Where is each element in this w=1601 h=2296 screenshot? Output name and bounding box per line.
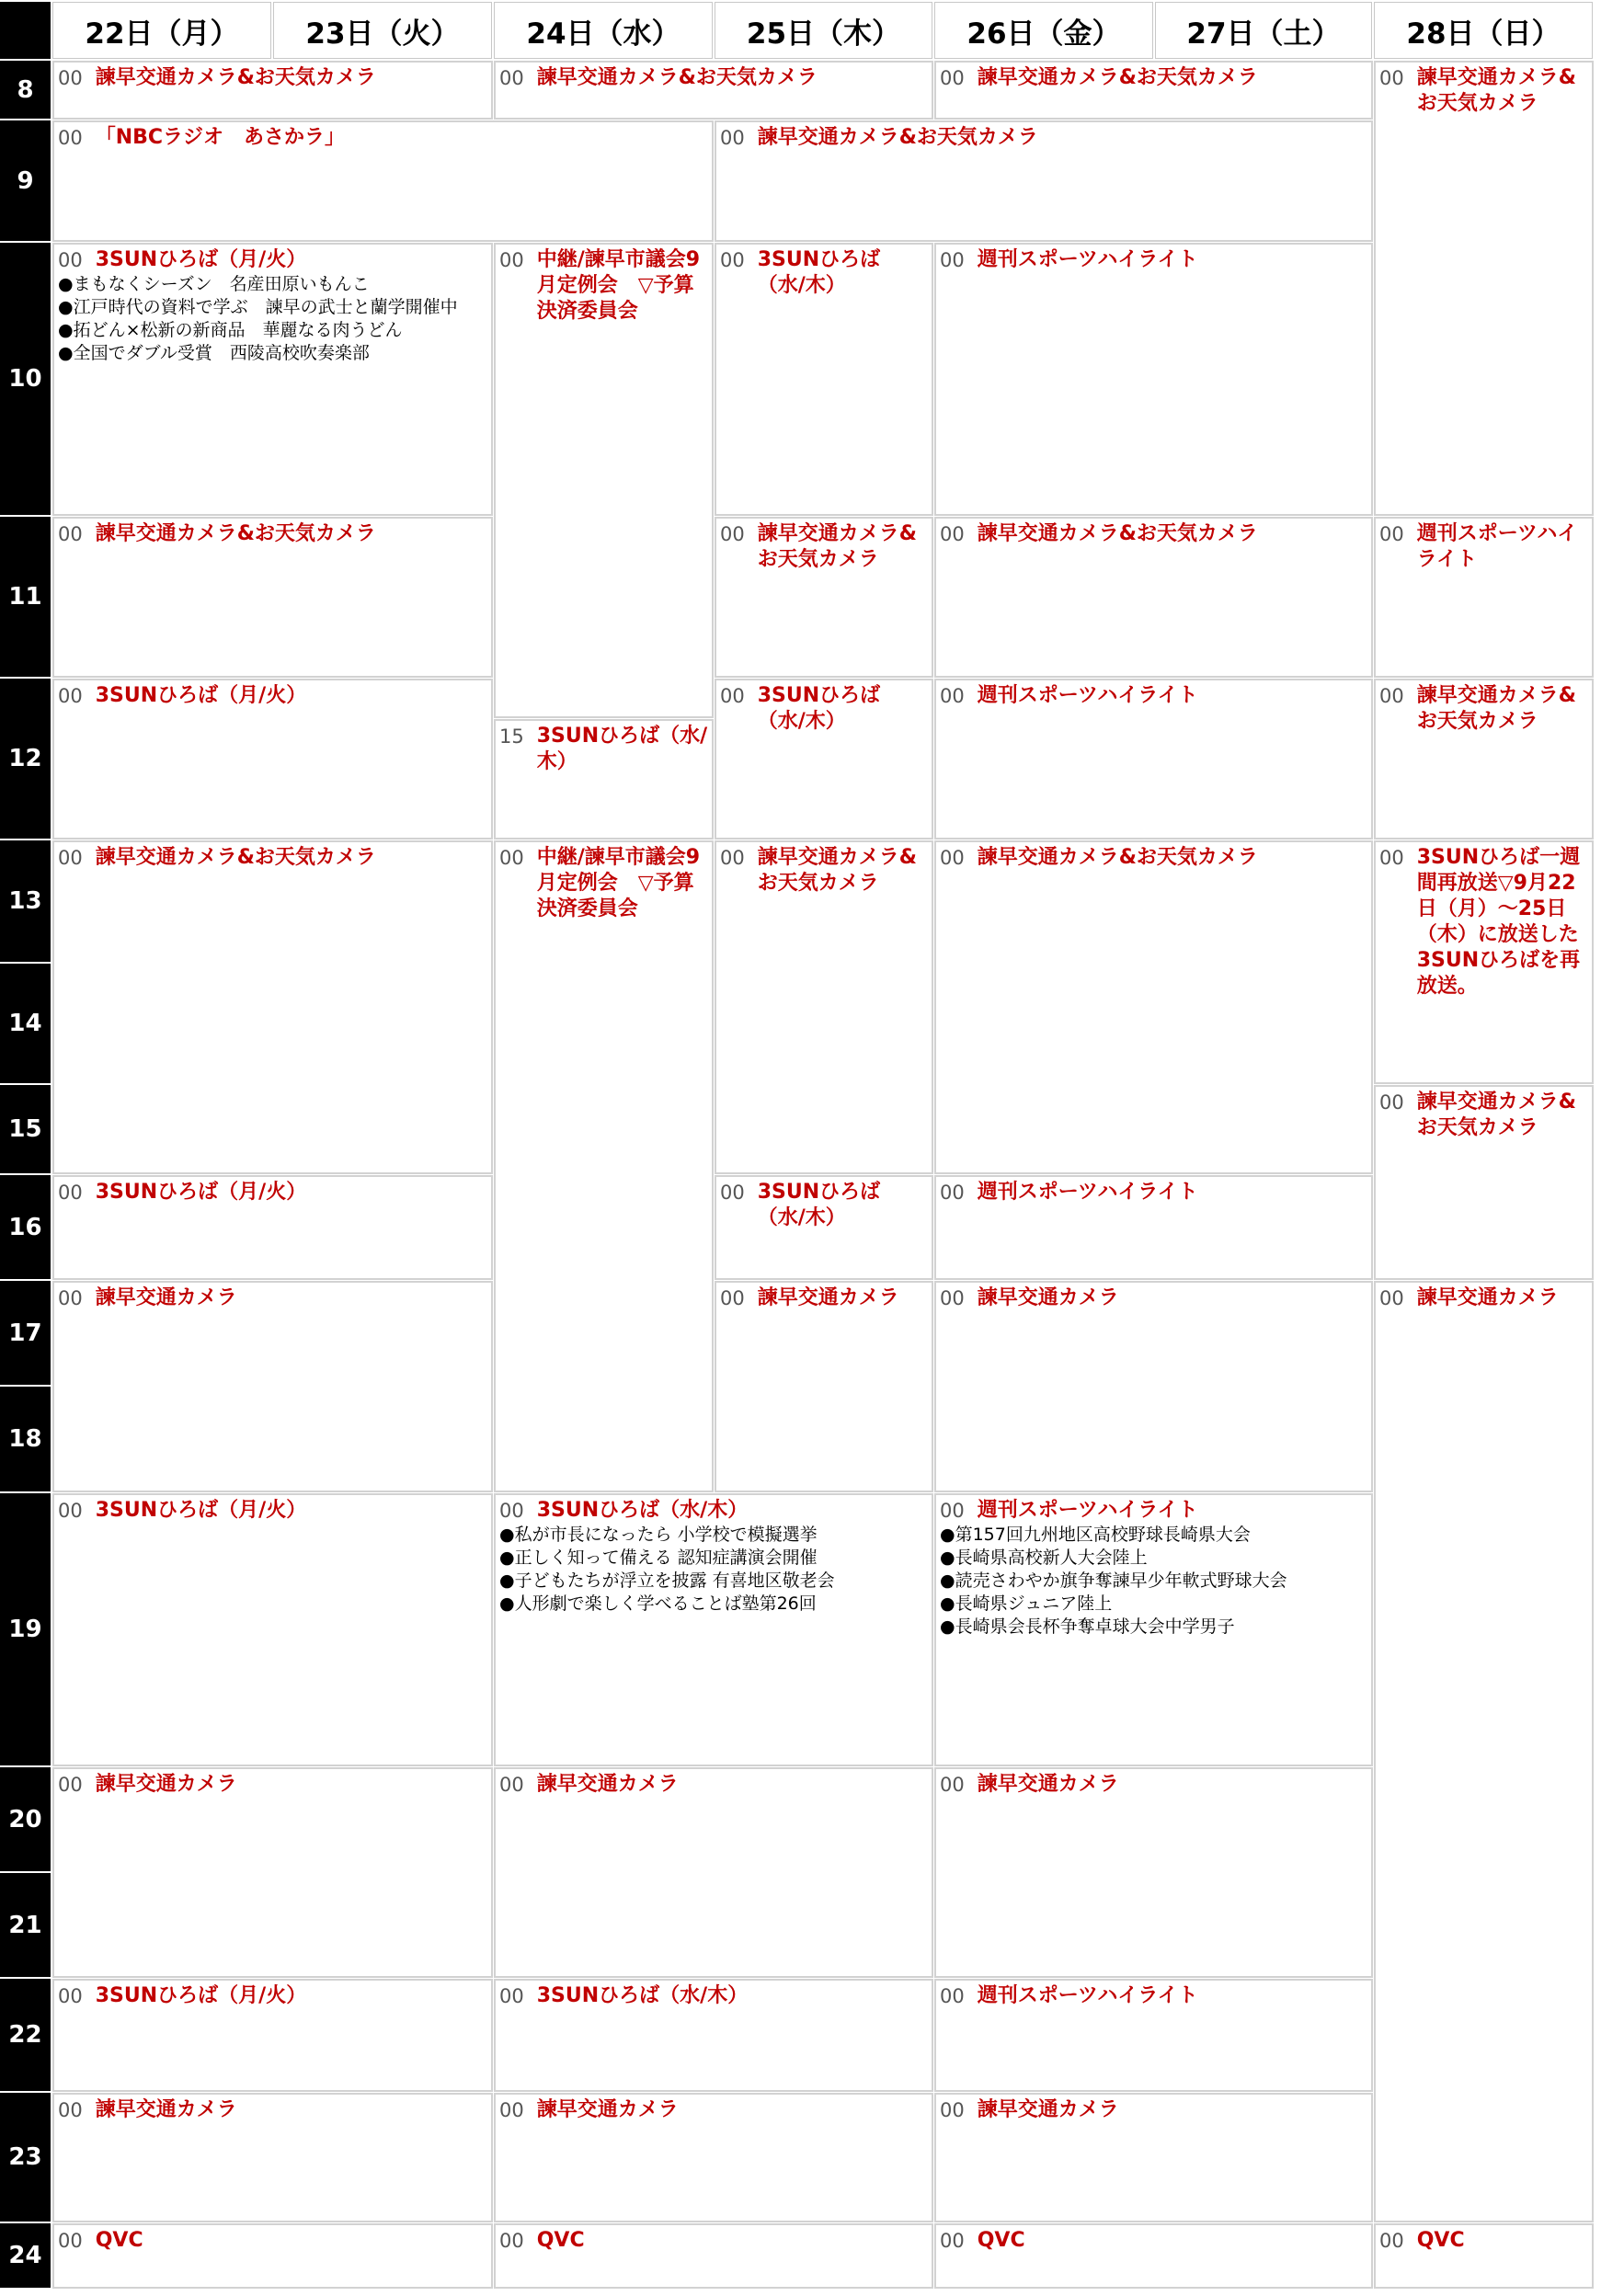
day-header[interactable]: 25日（木）	[715, 2, 932, 59]
program-line	[720, 1285, 928, 1311]
program-title[interactable]: 3SUNひろば（水/木）	[757, 248, 881, 297]
program-cell[interactable]	[52, 1979, 493, 2092]
start-minute: 00	[720, 685, 745, 707]
start-minute: 00	[940, 2230, 965, 2252]
hour-label: 8	[0, 61, 51, 119]
program-line	[940, 2097, 1367, 2123]
program-line	[940, 1285, 1367, 1311]
program-line	[1379, 845, 1588, 1000]
program-cell[interactable]	[934, 1767, 1373, 1978]
program-cell[interactable]	[715, 517, 933, 678]
start-minute: 00	[499, 847, 524, 869]
program-cell[interactable]	[52, 61, 493, 120]
program-item: ●人形劇で楽しく学べることば塾第26回	[499, 1593, 817, 1614]
program-line	[58, 2228, 487, 2254]
start-minute: 00	[58, 67, 83, 89]
program-title[interactable]: 3SUNひろば（月/火）	[95, 1181, 307, 1204]
program-line	[499, 1772, 928, 1798]
program-cell[interactable]	[934, 1175, 1373, 1280]
hour-label: 19	[0, 1493, 51, 1765]
program-line	[499, 1498, 928, 1524]
program-line	[58, 65, 487, 91]
program-cell[interactable]	[1374, 1085, 1594, 1280]
program-title[interactable]: 諫早交通カメラ&お天気カメラ	[1416, 66, 1576, 115]
program-cell[interactable]	[494, 2223, 933, 2289]
program-line	[1379, 683, 1588, 735]
program-title[interactable]: 3SUNひろば（水/木）	[536, 1984, 749, 2007]
program-title[interactable]: 「NBCラジオ あさかラ」	[95, 126, 346, 149]
program-title[interactable]: 3SUNひろば一週間再放送▽9月22日（月）～25日（木）に放送した3SUNひろばを再放送。	[1416, 846, 1581, 998]
start-minute: 00	[1379, 2230, 1404, 2252]
program-cell[interactable]	[1374, 840, 1594, 1084]
start-minute: 00	[499, 249, 524, 271]
program-line	[940, 247, 1367, 273]
program-title[interactable]: 3SUNひろば（水/木）	[757, 684, 881, 733]
start-minute: 00	[499, 1500, 524, 1522]
program-cell[interactable]	[52, 1767, 493, 1978]
start-minute: 00	[58, 2230, 83, 2252]
program-title[interactable]: 諫早交通カメラ&お天気カメラ	[757, 846, 917, 895]
program-line	[58, 247, 487, 273]
program-line	[499, 845, 708, 922]
start-minute: 00	[1379, 847, 1404, 869]
program-cell[interactable]	[715, 1175, 933, 1280]
program-line	[499, 2097, 928, 2123]
hour-label: 22	[0, 1979, 51, 2091]
program-line	[58, 1772, 487, 1798]
program-title[interactable]: 諫早交通カメラ&お天気カメラ	[977, 522, 1258, 545]
program-line	[58, 2097, 487, 2123]
start-minute: 00	[58, 523, 83, 545]
start-minute: 00	[1379, 523, 1404, 545]
corner-cell	[0, 2, 51, 59]
program-title[interactable]: 諫早交通カメラ	[977, 1773, 1119, 1796]
program-line	[940, 521, 1367, 547]
program-line	[720, 247, 928, 299]
hour-label: 12	[0, 679, 51, 839]
program-title[interactable]: 諫早交通カメラ&お天気カメラ	[757, 126, 1038, 149]
program-title[interactable]: 3SUNひろば（月/火）	[95, 1984, 307, 2007]
program-title[interactable]: 中継/諫早市議会9月定例会 ▽予算決済委員会	[536, 846, 701, 920]
program-title[interactable]: 週刊スポーツハイライト	[977, 248, 1198, 271]
program-line	[58, 125, 708, 151]
hour-label: 23	[0, 2093, 51, 2222]
program-title[interactable]: 諫早交通カメラ&お天気カメラ	[95, 66, 376, 89]
program-cell[interactable]	[715, 679, 933, 840]
program-items	[940, 1524, 1367, 1639]
start-minute: 00	[499, 2230, 524, 2252]
program-cell[interactable]	[52, 840, 493, 1174]
start-minute: 00	[58, 847, 83, 869]
program-cell[interactable]	[494, 2093, 933, 2222]
program-title[interactable]: 週刊スポーツハイライト	[977, 684, 1198, 707]
program-items	[58, 273, 487, 365]
start-minute: 00	[940, 1287, 965, 1309]
hour-label: 15	[0, 1085, 51, 1173]
program-line	[1379, 521, 1588, 573]
hour-label: 9	[0, 120, 51, 241]
program-title[interactable]: 3SUNひろば（水/木）	[536, 1499, 749, 1522]
program-cell[interactable]	[1374, 517, 1594, 678]
program-cell[interactable]	[934, 61, 1373, 120]
hour-label: 11	[0, 517, 51, 677]
day-header[interactable]: 22日（月）	[52, 2, 271, 59]
program-cell[interactable]	[1374, 61, 1594, 516]
program-line	[940, 2228, 1367, 2254]
program-title[interactable]: 諫早交通カメラ&お天気カメラ	[1416, 1091, 1576, 1139]
program-cell[interactable]	[52, 1175, 493, 1280]
program-cell[interactable]	[52, 2223, 493, 2289]
program-item: ●読売さわやか旗争奪諫早少年軟式野球大会	[940, 1571, 1287, 1591]
program-item: ●全国でダブル受賞 西陵高校吹奏楽部	[58, 343, 370, 363]
program-title[interactable]: 中継/諫早市議会9月定例会 ▽予算決済委員会	[536, 248, 701, 323]
program-line	[1379, 1285, 1588, 1311]
start-minute: 00	[940, 1500, 965, 1522]
start-minute: 00	[940, 67, 965, 89]
hour-label: 16	[0, 1175, 51, 1279]
start-minute: 00	[58, 1774, 83, 1796]
program-title[interactable]: 週刊スポーツハイライト	[1416, 522, 1578, 571]
start-minute: 00	[940, 2099, 965, 2121]
program-title[interactable]: 諫早交通カメラ	[95, 1773, 237, 1796]
program-cell[interactable]	[934, 1281, 1373, 1492]
program-title[interactable]: 諫早交通カメラ&お天気カメラ	[1416, 684, 1576, 733]
start-minute: 00	[499, 1774, 524, 1796]
program-cell[interactable]	[715, 840, 933, 1174]
hour-label: 24	[0, 2223, 51, 2288]
program-cell[interactable]	[934, 1493, 1373, 1766]
program-title[interactable]: 3SUNひろば（月/火）	[95, 684, 307, 707]
start-minute: 00	[940, 249, 965, 271]
start-minute: 00	[720, 1182, 745, 1204]
program-cell[interactable]	[494, 1493, 933, 1766]
program-item: ●私が市長になったら 小学校で模擬選挙	[499, 1525, 818, 1545]
day-header[interactable]: 23日（火）	[273, 2, 492, 59]
start-minute: 00	[720, 523, 745, 545]
start-minute: 00	[940, 1985, 965, 2007]
program-cell[interactable]	[934, 2093, 1373, 2222]
start-minute: 00	[720, 847, 745, 869]
day-header[interactable]: 28日（日）	[1374, 2, 1593, 59]
program-line	[720, 521, 928, 573]
program-line	[720, 125, 1367, 151]
program-cell[interactable]	[494, 1767, 933, 1978]
program-title[interactable]: 諫早交通カメラ	[536, 2098, 679, 2121]
program-line	[940, 1498, 1367, 1524]
program-line	[58, 1983, 487, 2009]
program-title[interactable]: 3SUNひろば（水/木）	[536, 725, 708, 773]
start-minute: 00	[58, 1287, 83, 1309]
program-cell[interactable]	[52, 1281, 493, 1492]
program-item: ●第157回九州地区高校野球長崎県大会	[940, 1525, 1251, 1545]
start-minute: 00	[940, 847, 965, 869]
program-items	[499, 1524, 928, 1616]
start-minute: 00	[58, 1985, 83, 2007]
start-minute: 00	[720, 1287, 745, 1309]
program-cell[interactable]	[494, 243, 714, 718]
program-title[interactable]: QVC	[1416, 2229, 1465, 2252]
start-minute: 00	[940, 1774, 965, 1796]
program-line	[1379, 2228, 1588, 2254]
program-cell[interactable]	[934, 2223, 1373, 2289]
start-minute: 00	[499, 67, 524, 89]
program-cell[interactable]	[1374, 2223, 1594, 2289]
program-title[interactable]: 諫早交通カメラ	[757, 1286, 899, 1309]
start-minute: 00	[720, 127, 745, 149]
hour-label: 20	[0, 1767, 51, 1871]
start-minute: 00	[940, 523, 965, 545]
start-minute: 15	[499, 725, 524, 748]
start-minute: 00	[499, 2099, 524, 2121]
program-line	[499, 247, 708, 325]
program-title[interactable]: 諫早交通カメラ&お天気カメラ	[536, 66, 818, 89]
program-title[interactable]: 諫早交通カメラ&お天気カメラ	[95, 846, 376, 869]
start-minute: 00	[940, 1182, 965, 1204]
program-cell[interactable]	[52, 679, 493, 840]
hour-label: 18	[0, 1387, 51, 1491]
start-minute: 00	[58, 1182, 83, 1204]
day-header[interactable]: 26日（金）	[934, 2, 1153, 59]
start-minute: 00	[58, 249, 83, 271]
program-line	[58, 521, 487, 547]
start-minute: 00	[1379, 685, 1404, 707]
program-line	[58, 683, 487, 709]
program-cell[interactable]	[52, 2093, 493, 2222]
start-minute: 00	[58, 127, 83, 149]
program-cell[interactable]	[715, 1281, 933, 1492]
program-cell[interactable]	[494, 1979, 933, 2092]
program-line	[720, 845, 928, 897]
hour-label: 13	[0, 840, 51, 962]
program-item: ●長崎県ジュニア陸上	[940, 1593, 1113, 1614]
program-title[interactable]: 諫早交通カメラ&お天気カメラ	[757, 522, 917, 571]
program-title[interactable]: 3SUNひろば（水/木）	[757, 1181, 881, 1229]
program-line	[940, 1983, 1367, 2009]
hour-label: 21	[0, 1873, 51, 1977]
program-line	[58, 845, 487, 871]
program-item: ●長崎県会長杯争奪卓球大会中学男子	[940, 1616, 1235, 1637]
program-cell[interactable]	[934, 517, 1373, 678]
start-minute: 00	[58, 1500, 83, 1522]
program-title[interactable]: 諫早交通カメラ	[977, 1286, 1119, 1309]
program-title[interactable]: 諫早交通カメラ	[536, 1773, 679, 1796]
start-minute: 00	[1379, 1091, 1404, 1114]
program-cell[interactable]	[934, 840, 1373, 1174]
start-minute: 00	[1379, 67, 1404, 89]
program-title[interactable]: 諫早交通カメラ	[95, 1286, 237, 1309]
program-cell[interactable]	[934, 243, 1373, 516]
start-minute: 00	[1379, 1287, 1404, 1309]
day-header[interactable]: 27日（土）	[1155, 2, 1372, 59]
program-line	[58, 1180, 487, 1205]
start-minute: 00	[499, 1985, 524, 2007]
program-cell[interactable]	[1374, 679, 1594, 840]
program-title[interactable]: 諫早交通カメラ	[977, 2098, 1119, 2121]
program-item: ●長崎県高校新人大会陸上	[940, 1548, 1148, 1568]
program-title[interactable]: 週刊スポーツハイライト	[977, 1181, 1198, 1204]
hour-label: 17	[0, 1281, 51, 1385]
program-cell[interactable]	[52, 517, 493, 678]
program-title[interactable]: QVC	[536, 2229, 585, 2252]
program-item: ●まもなくシーズン 名産田原いもんこ	[58, 274, 370, 294]
program-cell[interactable]	[715, 120, 1373, 242]
program-cell[interactable]	[494, 61, 933, 120]
program-line	[940, 845, 1367, 871]
program-title[interactable]: 3SUNひろば（月/火）	[95, 1499, 307, 1522]
program-title[interactable]: 週刊スポーツハイライト	[977, 1499, 1198, 1522]
program-cell[interactable]	[494, 840, 714, 1492]
program-line	[58, 1285, 487, 1311]
program-line	[499, 1983, 928, 2009]
program-line	[940, 683, 1367, 709]
program-cell[interactable]	[1374, 1281, 1594, 2222]
hour-label: 14	[0, 964, 51, 1083]
start-minute: 00	[58, 2099, 83, 2121]
program-title[interactable]: 諫早交通カメラ&お天気カメラ	[977, 846, 1258, 869]
program-line	[1379, 1090, 1588, 1141]
program-cell[interactable]	[934, 679, 1373, 840]
program-title[interactable]: 週刊スポーツハイライト	[977, 1984, 1198, 2007]
program-cell[interactable]	[494, 719, 714, 840]
program-line	[499, 2228, 928, 2254]
start-minute: 00	[58, 685, 83, 707]
program-title[interactable]: 諫早交通カメラ&お天気カメラ	[95, 522, 376, 545]
program-line	[940, 1180, 1367, 1205]
program-line	[720, 683, 928, 735]
program-line	[1379, 65, 1588, 117]
program-title[interactable]: 諫早交通カメラ	[1416, 1286, 1559, 1309]
hour-label: 10	[0, 243, 51, 515]
program-line	[499, 65, 928, 91]
program-cell[interactable]	[52, 243, 493, 516]
program-item: ●正しく知って備える 認知症講演会開催	[499, 1548, 818, 1568]
program-line	[58, 1498, 487, 1524]
program-cell[interactable]	[52, 120, 714, 242]
program-cell[interactable]	[934, 1979, 1373, 2092]
program-title[interactable]: QVC	[95, 2229, 143, 2252]
program-line	[940, 65, 1367, 91]
start-minute: 00	[940, 685, 965, 707]
program-title[interactable]: 諫早交通カメラ	[95, 2098, 237, 2121]
program-item: ●拓どん×松新の新商品 華麗なる肉うどん	[58, 320, 403, 340]
program-title[interactable]: QVC	[977, 2229, 1025, 2252]
program-item: ●子どもたちが浮立を披露 有喜地区敬老会	[499, 1571, 835, 1591]
program-line	[940, 1772, 1367, 1798]
program-line	[720, 1180, 928, 1231]
program-title[interactable]: 3SUNひろば（月/火）	[95, 248, 307, 271]
start-minute: 00	[720, 249, 745, 271]
program-cell[interactable]	[715, 243, 933, 516]
program-cell[interactable]	[52, 1493, 493, 1766]
program-title[interactable]: 諫早交通カメラ&お天気カメラ	[977, 66, 1258, 89]
program-line	[499, 724, 708, 775]
day-header[interactable]: 24日（水）	[494, 2, 713, 59]
program-item: ●江戸時代の資料で学ぶ 諫早の武士と蘭学開催中	[58, 297, 458, 317]
